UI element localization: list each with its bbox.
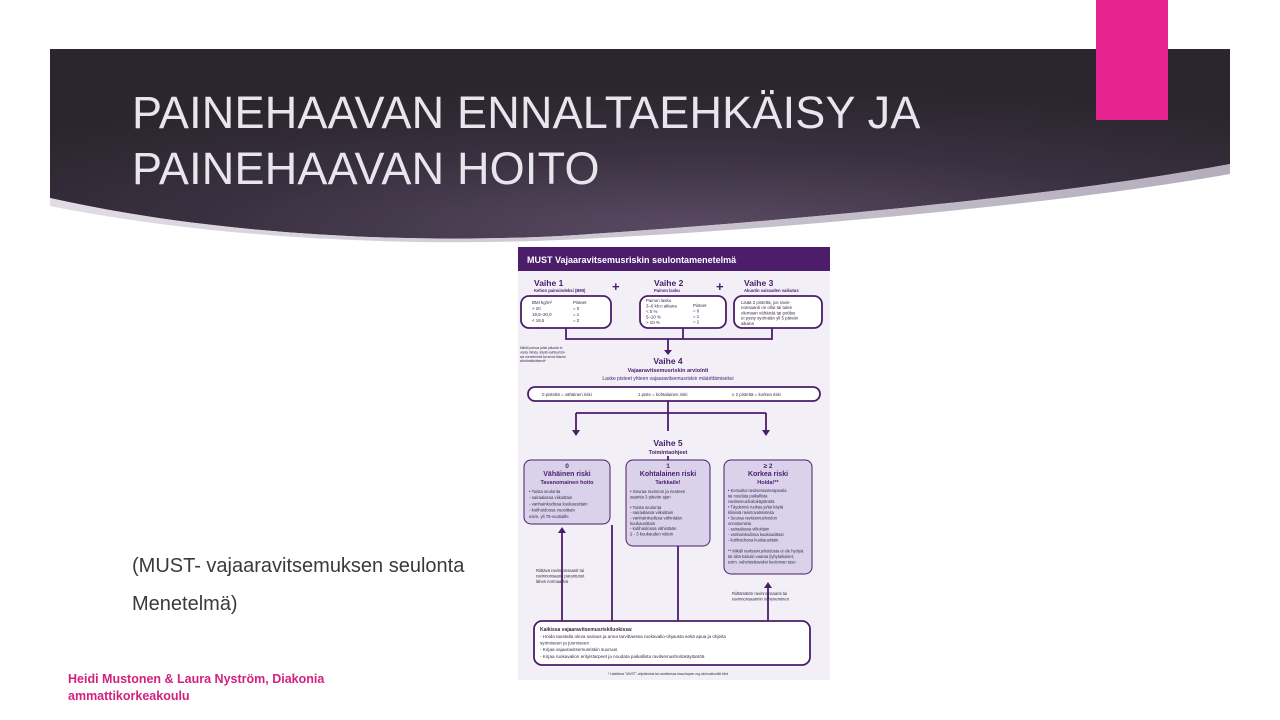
plus-2: + — [716, 279, 724, 294]
body-line-2: Menetelmä) — [132, 593, 238, 615]
high-risk-line: tai siitä koituisi vaaraa (lyhytaikaiset, — [728, 554, 794, 559]
step2-col1-line: Painon lasku — [646, 298, 672, 303]
all-risk-line: - Hoida taustalla oleva sairaus ja anna tarvittaessa ruokavalio-ohjausta sekä apua ja ohjeita — [540, 634, 726, 639]
low-risk-title: Vähäinen riski — [543, 471, 591, 478]
mid-risk-line: saantia 3 päivän ajan — [630, 494, 671, 500]
all-risk-line: syömiseen ja juomiseen — [540, 640, 590, 646]
all-risk-line: - Kirjaa vajaaravitsemusriskin suuruus — [540, 647, 618, 653]
step2-sub: Painon lasku — [654, 288, 680, 293]
step3-title: Vaihe 3 — [744, 278, 774, 288]
body-line-1: (MUST- vajaaravitsemuksen seulonta — [132, 555, 465, 577]
step4-sub: Vajaaravitsemusriskin arviointi — [627, 368, 709, 374]
left-note-line: ravinnonsaanti parantunut — [536, 573, 585, 579]
step2-col2-line: Pisteet — [693, 303, 707, 308]
high-risk-line: • Täydennä ruokaa ja/tai käytä — [728, 504, 784, 510]
must-header: MUST Vajaaravitsemusriskin seulontamenetelmä — [527, 255, 737, 265]
low-risk-line: - vanhainkodissa kuukausittain — [529, 501, 588, 507]
step2-col2-line: = 0 — [693, 308, 700, 314]
step2-col2-line: = 1 — [693, 314, 700, 319]
mid-risk-line: • Toista seulonta — [630, 504, 662, 510]
footer-line-1: Heidi Mustonen & Laura Nyström, Diakonia — [68, 672, 325, 686]
high-risk-line: • Konsultoi ravitsemusterapeutia — [728, 488, 787, 493]
footer — [68, 671, 388, 705]
step4-title: Vaihe 4 — [653, 356, 683, 366]
low-risk-number: 0 — [565, 463, 569, 470]
step3-desc-line: ei pysty syömään yli 5 päivän — [741, 315, 799, 321]
slide-title — [132, 85, 1032, 197]
step3-desc-line: Lisää 2 pistettä, jos ravin- — [741, 300, 791, 305]
low-risk-line: - kotihoidossa vuosittain — [529, 507, 575, 513]
high-risk-line: onnistumista — [728, 521, 751, 526]
step1-col2-line: = 2 — [573, 318, 580, 323]
score-high: ≥ 2 pistettä = korkea riski — [732, 392, 781, 397]
step3-desc-line: nonsaanti on ollut tai tulee — [741, 305, 793, 311]
right-note-line: ravinnonsaannin väheneminen — [732, 596, 790, 602]
mid-risk-line: - kotihoidossa vähintään — [630, 526, 677, 532]
must-diagram — [518, 247, 830, 680]
score-mid: 1 piste = kohtalainen riski — [638, 392, 688, 397]
accent-tab — [1096, 0, 1168, 120]
step1-col2-line: = 1 — [573, 312, 580, 317]
step1-col1-line: 18,5–20,0 — [532, 312, 552, 317]
mid-risk-line: 2 - 3 kuukauden välein — [630, 531, 674, 537]
step2-col1-line: 3–6 kk:n aikana — [646, 303, 677, 309]
step5-title: Vaihe 5 — [653, 438, 683, 448]
score-low: 0 pistettä = vähäinen riski — [542, 392, 592, 397]
title-line-1: PAINEHAAVAN ENNALTAEHKÄISY JA — [132, 87, 921, 138]
side-note-line: Mikäli painoa ja/tai pituutta ei — [520, 346, 563, 350]
mid-risk-subtitle: Tarkkaile! — [655, 480, 681, 486]
high-risk-subtitle: Hoida!** — [757, 480, 779, 486]
step3-sub: Akuutin sairauden vaikutus — [744, 288, 799, 293]
step1-title: Vaihe 1 — [534, 278, 564, 288]
step2-col1-line: < 5 % — [646, 309, 658, 314]
step2-col2-line: = 2 — [693, 319, 700, 325]
mid-risk-line: • Seuraa ravinnon ja nesteen — [630, 489, 686, 494]
step1-sub: Kehon painoindeksi (BMI) — [534, 288, 586, 293]
plus-1: + — [612, 279, 620, 294]
title-line-2: PAINEHAAVAN HOITO — [132, 143, 600, 194]
high-risk-line: - vanhainkodissa kuukausittain — [728, 532, 784, 537]
high-risk-line: ravitsemushoitokäytäntöä — [728, 499, 775, 504]
low-risk-line: • Toista seulonta — [529, 489, 561, 494]
high-risk-title: Korkea riski — [747, 471, 789, 478]
low-risk-line: - sairaalassa viikoittain — [529, 495, 573, 501]
step1-col1-line: > 20 — [532, 306, 541, 311]
mid-risk-line: kuukausittain — [630, 520, 656, 526]
side-note-line: voida mitata, käytä vaihtoehtoi- — [520, 350, 566, 355]
low-risk-subtitle: Tavanomainen hoito — [540, 480, 594, 486]
high-risk-line: • Seuraa ravitsemushoidon — [728, 515, 777, 521]
step1-col1-line: BMI kg/m² — [532, 300, 553, 305]
step3-desc-line: aikana — [741, 320, 754, 326]
all-risk-line: - Kirjaa ruokavalion erityistarpeet ja noudata paikallista ravitsemushoitokäytäntöä — [540, 653, 705, 659]
step2-title: Vaihe 2 — [654, 278, 684, 288]
side-note-line: sia menetelmiä tai arvioi tilanne — [520, 354, 566, 359]
step1-col2-line: = 0 — [573, 306, 580, 311]
step3-desc-line: olemaan vähäistä tai potilas — [741, 310, 796, 316]
high-risk-line: tai noudata paikallista — [728, 493, 768, 499]
low-risk-line: esim. yli 75-vuotiaille — [529, 513, 569, 519]
step1-col1-line: < 18,5 — [532, 318, 545, 323]
step2-col1-line: 5–10 % — [646, 314, 661, 320]
high-risk-line: - sairaalassa viikoittain — [728, 526, 770, 532]
high-risk-line: esim. vahvistettavaksi kuoleman taso — [728, 559, 796, 565]
step1-col2-line: Pisteet — [573, 300, 587, 305]
mid-risk-line: - vanhainkodissa vähintään — [630, 515, 683, 521]
source-note: * Lisätietoa "MUST"-ohjeistoista tai osoitteessa www.bapen.org.uk/musttoolkit.html — [607, 672, 729, 676]
mid-risk-line: - sairaalassa viikoittain — [630, 510, 674, 516]
side-note-line: silmämääräisesti* — [520, 359, 546, 364]
mid-risk-title: Kohtalainen riski — [639, 471, 697, 478]
left-note-line: Riittävä ravinnonsaanti tai — [536, 568, 584, 573]
high-risk-number: ≥ 2 — [763, 463, 773, 470]
step2-col1-line: > 10 % — [646, 320, 660, 325]
mid-risk-number: 1 — [666, 463, 670, 470]
step4-desc: Laske pisteet yhteen vajaaravitsemusriskin määrittämiseksi — [602, 376, 734, 382]
left-note-line: lähes normaaliksi — [536, 578, 569, 584]
all-risk-title: Kaikissa vajaaravitsemusriskiluokissa: — [540, 627, 633, 633]
high-risk-line: ** Mikäli ravitsemushoidosta ei ole hyötyä — [728, 548, 804, 554]
right-note-line: Riittämätön ravinnonsaanti tai — [732, 591, 788, 596]
step5-sub: Toimintaohjeet — [648, 450, 688, 456]
high-risk-line: kliinisiä ravintovalmisteita — [728, 510, 774, 515]
high-risk-line: - kotihoidossa kuukausittain — [728, 537, 779, 543]
footer-line-2: ammattikorkeakoulu — [68, 689, 190, 703]
